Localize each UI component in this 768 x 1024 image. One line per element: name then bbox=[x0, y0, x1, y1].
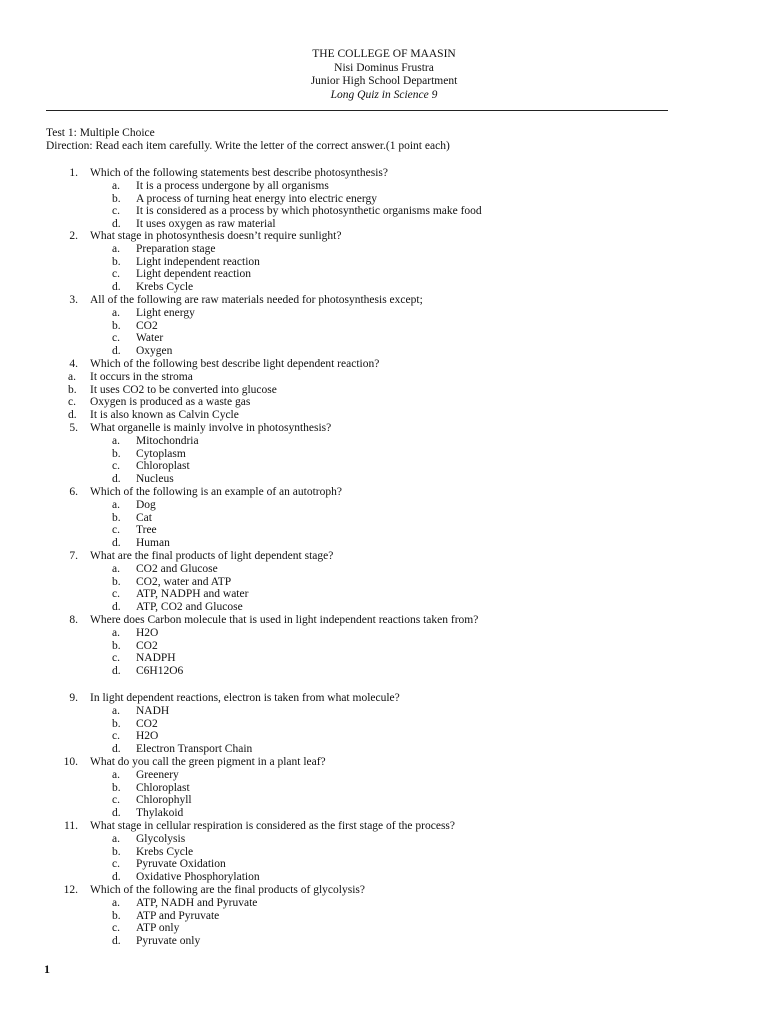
page-number: 1 bbox=[44, 962, 50, 976]
choice-text: ATP, CO2 and Glucose bbox=[136, 601, 243, 614]
choice-text: Chloroplast bbox=[136, 460, 190, 473]
college-motto: Nisi Dominus Frustra bbox=[334, 61, 434, 74]
quiz-title: Long Quiz in Science 9 bbox=[330, 88, 438, 101]
choice-letter: c. bbox=[112, 588, 120, 601]
choice-letter: b. bbox=[112, 255, 121, 268]
choice-letter: a. bbox=[112, 896, 120, 909]
question-text: What do you call the green pigment in a plant leaf? bbox=[90, 756, 326, 768]
choice-text: It is a process undergone by all organisms bbox=[136, 179, 329, 192]
department-name: Junior High School Department bbox=[310, 75, 458, 87]
choice-text: Pyruvate only bbox=[136, 935, 201, 948]
choice-letter: c. bbox=[112, 524, 120, 537]
choice-letter: a. bbox=[112, 832, 120, 845]
choice-letter: c. bbox=[112, 332, 120, 345]
choice-letter: b. bbox=[112, 319, 121, 332]
choice-text: H2O bbox=[136, 626, 159, 639]
question-text: All of the following are raw materials needed for photosynthesis except; bbox=[90, 294, 423, 306]
choice-text: Greenery bbox=[136, 768, 179, 781]
choice-text: Light dependent reaction bbox=[136, 268, 251, 281]
choice-text: CO2 bbox=[136, 319, 158, 332]
choice-text: It uses CO2 to be converted into glucose bbox=[90, 383, 277, 396]
choice-text: It is also known as Calvin Cycle bbox=[90, 409, 239, 422]
choice-text: CO2, water and ATP bbox=[136, 575, 232, 588]
choice-text: Pyruvate Oxidation bbox=[136, 858, 226, 871]
choice-text: Tree bbox=[136, 524, 157, 537]
choice-text: ATP, NADH and Pyruvate bbox=[136, 896, 258, 909]
choice-text: Cat bbox=[136, 511, 152, 524]
question-number: 8. bbox=[69, 614, 78, 626]
question-text: Which of the following best describe light dependent reaction? bbox=[90, 358, 380, 370]
choice-text: Krebs Cycle bbox=[136, 281, 194, 294]
choice-text: Human bbox=[136, 537, 170, 550]
choice-letter: c. bbox=[112, 460, 120, 473]
choice-letter: b. bbox=[112, 575, 121, 588]
choice-text: Chloroplast bbox=[136, 781, 190, 794]
college-name: THE COLLEGE OF MAASIN bbox=[312, 48, 456, 60]
choice-letter: b. bbox=[68, 383, 77, 396]
choice-letter: c. bbox=[112, 268, 120, 281]
choice-letter: c. bbox=[112, 652, 120, 665]
choice-text: It is considered as a process by which photosynthetic organisms make food bbox=[136, 205, 482, 218]
choice-letter: d. bbox=[112, 218, 121, 231]
question-text: Where does Carbon molecule that is used in light independent reactions taken from? bbox=[90, 614, 479, 626]
question-text: Which of the following statements best describe photosynthesis? bbox=[90, 167, 388, 179]
choice-letter: d. bbox=[112, 935, 121, 948]
choice-letter: c. bbox=[68, 396, 76, 409]
question-text: What stage in cellular respiration is considered as the first stage of the process? bbox=[90, 820, 455, 832]
choice-text: CO2 bbox=[136, 639, 158, 652]
choice-text: ATP and Pyruvate bbox=[136, 909, 220, 922]
choice-letter: d. bbox=[112, 601, 121, 614]
choice-text: Cytoplasm bbox=[136, 447, 186, 460]
question-number: 4. bbox=[69, 358, 78, 370]
choice-letter: a. bbox=[112, 434, 120, 447]
choice-letter: a. bbox=[112, 498, 120, 511]
choice-text: Water bbox=[136, 332, 164, 345]
choice-text: CO2 and Glucose bbox=[136, 562, 218, 575]
choice-letter: d. bbox=[112, 537, 121, 550]
choice-text: Electron Transport Chain bbox=[136, 743, 253, 756]
choice-letter: b. bbox=[112, 717, 121, 730]
question-number: 1. bbox=[69, 167, 78, 179]
question-number: 3. bbox=[69, 294, 78, 306]
document-header bbox=[0, 48, 768, 102]
choice-text: Light energy bbox=[136, 306, 195, 319]
choice-letter: a. bbox=[112, 704, 120, 717]
question-text: Which of the following is an example of an autotroph? bbox=[90, 486, 342, 498]
header-divider bbox=[46, 110, 668, 111]
choice-text: CO2 bbox=[136, 717, 158, 730]
choice-letter: b. bbox=[112, 447, 121, 460]
choice-text: ATP only bbox=[136, 922, 180, 935]
question-text: What stage in photosynthesis doesn’t require sunlight? bbox=[90, 230, 342, 242]
choice-letter: b. bbox=[112, 192, 121, 205]
choice-letter: a. bbox=[112, 242, 120, 255]
choice-letter: b. bbox=[112, 511, 121, 524]
choice-text: Chlorophyll bbox=[136, 794, 192, 807]
choice-letter: b. bbox=[112, 845, 121, 858]
choice-letter: c. bbox=[112, 205, 120, 218]
question-text: What organelle is mainly involve in photosynthesis? bbox=[90, 422, 332, 434]
choice-text: C6H12O6 bbox=[136, 665, 184, 678]
choice-letter: c. bbox=[112, 794, 120, 807]
choice-text: Light independent reaction bbox=[136, 255, 260, 268]
choice-text: Mitochondria bbox=[136, 434, 199, 447]
choice-text: NADPH bbox=[136, 652, 176, 665]
test-title: Test 1: Multiple Choice bbox=[46, 127, 155, 139]
choice-letter: d. bbox=[112, 281, 121, 294]
choice-letter: d. bbox=[112, 743, 121, 756]
question-number: 2. bbox=[69, 230, 78, 242]
choice-letter: c. bbox=[112, 858, 120, 871]
choice-text: Dog bbox=[136, 498, 156, 511]
choice-letter: d. bbox=[68, 409, 77, 422]
choice-letter: a. bbox=[112, 306, 120, 319]
choice-text: NADH bbox=[136, 704, 170, 717]
choice-letter: d. bbox=[112, 665, 121, 678]
choice-text: H2O bbox=[136, 730, 159, 743]
choice-text: Nucleus bbox=[136, 473, 174, 486]
choice-text: Preparation stage bbox=[136, 242, 216, 255]
choice-letter: b. bbox=[112, 781, 121, 794]
question-text: In light dependent reactions, electron is taken from what molecule? bbox=[90, 692, 400, 704]
question-number: 6. bbox=[69, 486, 78, 498]
test-direction: Direction: Read each item carefully. Write the letter of the correct answer.(1 point each) bbox=[46, 140, 450, 152]
question-number: 5. bbox=[69, 422, 78, 434]
choice-text: ATP, NADPH and water bbox=[136, 588, 249, 601]
choice-letter: d. bbox=[112, 871, 121, 884]
question-number: 10. bbox=[63, 756, 78, 768]
question-number: 12. bbox=[63, 884, 78, 896]
choice-letter: d. bbox=[112, 473, 121, 486]
choice-letter: a. bbox=[112, 562, 120, 575]
question-number: 9. bbox=[69, 692, 78, 704]
question-number: 11. bbox=[64, 820, 78, 832]
choice-letter: a. bbox=[112, 768, 120, 781]
choice-text: It occurs in the stroma bbox=[90, 370, 193, 383]
choice-letter: d. bbox=[112, 345, 121, 358]
choice-text: Krebs Cycle bbox=[136, 845, 194, 858]
choice-text: It uses oxygen as raw material bbox=[136, 218, 276, 231]
choice-letter: c. bbox=[112, 922, 120, 935]
choice-text: Oxidative Phosphorylation bbox=[136, 871, 260, 884]
choice-text: Glycolysis bbox=[136, 832, 186, 845]
choice-letter: a. bbox=[112, 179, 120, 192]
choice-text: Oxygen bbox=[136, 345, 173, 358]
choice-letter: a. bbox=[112, 626, 120, 639]
choice-text: Oxygen is produced as a waste gas bbox=[90, 396, 251, 409]
choice-letter: b. bbox=[112, 639, 121, 652]
question-text: Which of the following are the final products of glycolysis? bbox=[90, 884, 365, 896]
choice-text: A process of turning heat energy into electric energy bbox=[136, 192, 377, 205]
question-text: What are the final products of light dependent stage? bbox=[90, 550, 334, 562]
choice-text: Thylakoid bbox=[136, 807, 184, 820]
choice-letter: b. bbox=[112, 909, 121, 922]
question-number: 7. bbox=[69, 550, 78, 562]
choice-letter: a. bbox=[68, 370, 76, 383]
choice-letter: d. bbox=[112, 807, 121, 820]
choice-letter: c. bbox=[112, 730, 120, 743]
